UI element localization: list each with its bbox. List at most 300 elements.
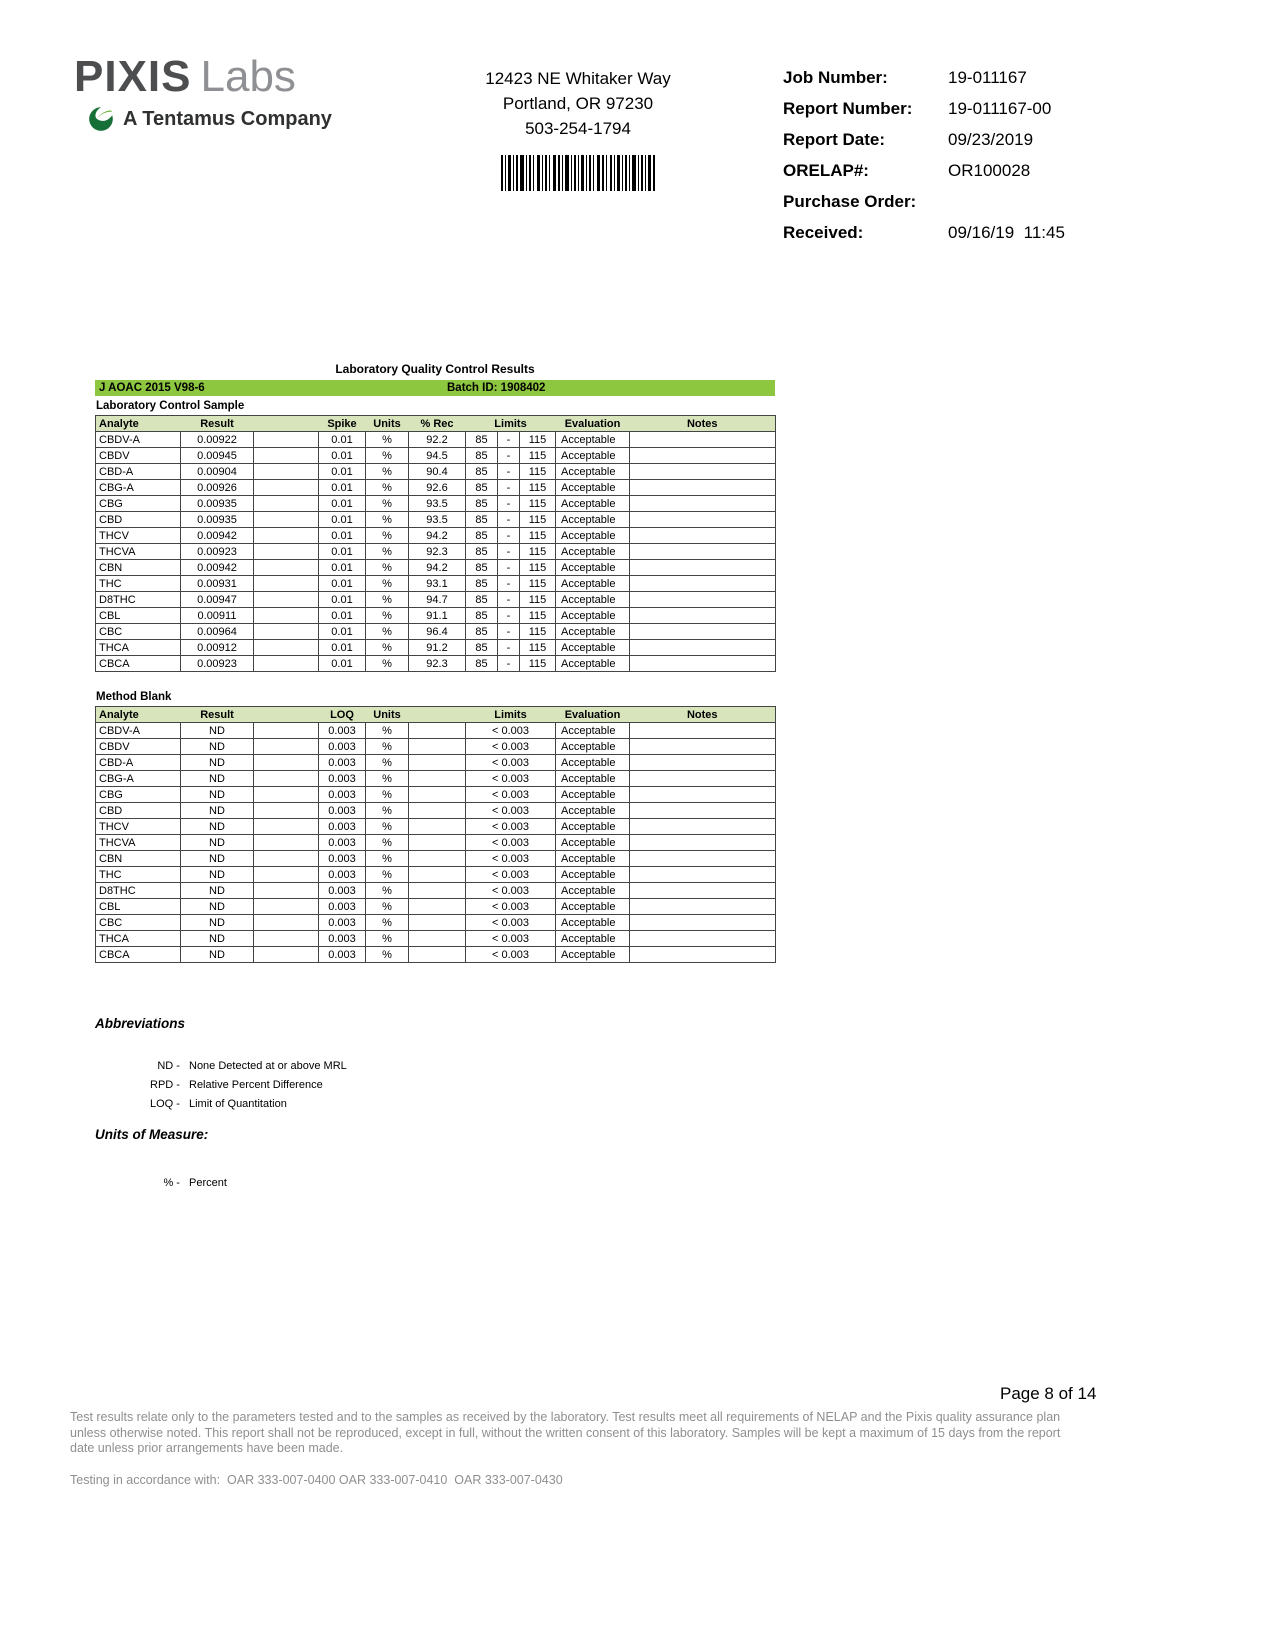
table-cell (409, 723, 466, 739)
table-cell: 0.01 (319, 592, 366, 608)
table-cell: THCV (96, 819, 181, 835)
table-cell: CBD-A (96, 755, 181, 771)
table-cell: 85 (466, 512, 498, 528)
logo-labs-text: Labs (200, 52, 296, 101)
table-cell: 0.00931 (181, 576, 254, 592)
table-cell: Acceptable (556, 947, 630, 963)
received-value: 09/16/19 11:45 (948, 223, 1065, 242)
report-date-value: 09/23/2019 (948, 130, 1034, 149)
table-cell: % (366, 480, 409, 496)
table-cell (630, 851, 776, 867)
col-blank (254, 707, 319, 723)
table-cell (254, 512, 319, 528)
table-cell (409, 755, 466, 771)
col-limits: Limits (466, 707, 556, 723)
table-cell (630, 899, 776, 915)
table-cell (254, 480, 319, 496)
table-cell: 0.00923 (181, 656, 254, 672)
abbreviation-desc: Limit of Quantitation (189, 1098, 287, 1110)
table-cell: 115 (520, 528, 556, 544)
table-cell: THCA (96, 931, 181, 947)
table-cell: - (498, 544, 520, 560)
table-cell: < 0.003 (466, 851, 556, 867)
job-number-label: Job Number: (783, 68, 888, 87)
table-row (96, 771, 776, 787)
table-cell (254, 739, 319, 755)
table-cell: 85 (466, 496, 498, 512)
table-cell: 92.2 (409, 432, 466, 448)
table-cell: 0.003 (319, 723, 366, 739)
unit-item (95, 1174, 227, 1193)
table-cell: Acceptable (556, 803, 630, 819)
table-cell: 91.2 (409, 640, 466, 656)
table-cell (254, 608, 319, 624)
table-cell: ND (181, 771, 254, 787)
table-cell: Acceptable (556, 787, 630, 803)
table-cell: Acceptable (556, 867, 630, 883)
table-cell: CBG-A (96, 480, 181, 496)
table-cell: CBN (96, 560, 181, 576)
table-cell: Acceptable (556, 899, 630, 915)
table-cell: 85 (466, 432, 498, 448)
units-of-measure-block (95, 1127, 227, 1193)
table-cell: 0.003 (319, 787, 366, 803)
col-notes: Notes (630, 707, 776, 723)
table-cell: < 0.003 (466, 739, 556, 755)
table-cell: 0.00942 (181, 560, 254, 576)
table-row (96, 883, 776, 899)
orelap-label: ORELAP#: (783, 161, 869, 180)
table-cell: CBG-A (96, 771, 181, 787)
table-row (96, 512, 776, 528)
table-cell (254, 931, 319, 947)
unit-key: % - (163, 1177, 183, 1189)
table-cell: 0.00945 (181, 448, 254, 464)
col-blank (254, 416, 319, 432)
table-cell: 0.01 (319, 560, 366, 576)
table-cell: 115 (520, 512, 556, 528)
table-cell (254, 899, 319, 915)
lab-address-block (418, 66, 738, 198)
logo-tagline-row (88, 106, 332, 132)
table-row (96, 947, 776, 963)
table-cell (630, 528, 776, 544)
col-units: Units (366, 707, 409, 723)
table-cell: % (366, 608, 409, 624)
table-cell (254, 915, 319, 931)
table-cell: 0.01 (319, 496, 366, 512)
table-cell: ND (181, 803, 254, 819)
table-row (96, 755, 776, 771)
table-cell: 115 (520, 624, 556, 640)
table-cell: ND (181, 835, 254, 851)
table-cell: Acceptable (556, 739, 630, 755)
table-cell: % (366, 496, 409, 512)
table-cell (409, 915, 466, 931)
units-list (95, 1174, 227, 1193)
table-cell (630, 739, 776, 755)
table-cell (630, 947, 776, 963)
meta-row-received (783, 217, 1065, 248)
table-cell: < 0.003 (466, 947, 556, 963)
meta-row-orelap (783, 155, 1065, 186)
table-cell: 93.5 (409, 496, 466, 512)
table-cell: 0.00904 (181, 464, 254, 480)
table-cell: Acceptable (556, 432, 630, 448)
table-cell: 0.003 (319, 883, 366, 899)
table-cell: < 0.003 (466, 771, 556, 787)
table-cell: < 0.003 (466, 723, 556, 739)
table-cell: % (366, 819, 409, 835)
table-cell: % (366, 592, 409, 608)
barcode (501, 155, 656, 198)
table-cell (409, 819, 466, 835)
table-cell: ND (181, 787, 254, 803)
col-evaluation: Evaluation (556, 707, 630, 723)
table-cell: % (366, 883, 409, 899)
table-cell: 0.00911 (181, 608, 254, 624)
table-cell: 85 (466, 592, 498, 608)
col-loq: LOQ (319, 707, 366, 723)
table-row (96, 835, 776, 851)
table-cell: 91.1 (409, 608, 466, 624)
table-cell (254, 592, 319, 608)
table-cell: 85 (466, 624, 498, 640)
col-rec: % Rec (409, 416, 466, 432)
table-cell (254, 432, 319, 448)
table-cell: % (366, 656, 409, 672)
table-cell (630, 803, 776, 819)
table-cell: < 0.003 (466, 915, 556, 931)
table-cell: Acceptable (556, 771, 630, 787)
table-cell: 94.5 (409, 448, 466, 464)
table-cell (409, 835, 466, 851)
table-cell: ND (181, 723, 254, 739)
table-cell: Acceptable (556, 624, 630, 640)
table-cell: Acceptable (556, 931, 630, 947)
table-cell: 115 (520, 656, 556, 672)
table-cell: % (366, 899, 409, 915)
table-cell (254, 576, 319, 592)
page-number: Page 8 of 14 (1000, 1384, 1097, 1403)
table-cell: 85 (466, 448, 498, 464)
table-cell (630, 771, 776, 787)
table-row (96, 803, 776, 819)
col-analyte: Analyte (96, 416, 181, 432)
table-cell: 0.01 (319, 448, 366, 464)
table-cell: THC (96, 576, 181, 592)
report-number-value: 19-011167-00 (948, 99, 1052, 118)
table-cell: CBL (96, 899, 181, 915)
table-cell: 0.00922 (181, 432, 254, 448)
table-cell: % (366, 432, 409, 448)
table-cell: 94.2 (409, 528, 466, 544)
table-cell: 0.003 (319, 867, 366, 883)
table-cell: THCVA (96, 835, 181, 851)
table-cell: Acceptable (556, 576, 630, 592)
table-row (96, 787, 776, 803)
table-cell: < 0.003 (466, 787, 556, 803)
table-cell: Acceptable (556, 723, 630, 739)
table-cell (630, 931, 776, 947)
table-cell: % (366, 931, 409, 947)
table-cell: % (366, 739, 409, 755)
table-cell (630, 867, 776, 883)
table-cell: 0.01 (319, 608, 366, 624)
table-cell (630, 624, 776, 640)
table-cell: 85 (466, 528, 498, 544)
table-cell: CBC (96, 624, 181, 640)
table-cell: 0.003 (319, 947, 366, 963)
lcs-header-row (96, 416, 776, 432)
table-cell: 0.003 (319, 755, 366, 771)
table-cell: CBD-A (96, 464, 181, 480)
table-cell: ND (181, 899, 254, 915)
table-cell: 0.01 (319, 480, 366, 496)
table-cell: 0.01 (319, 464, 366, 480)
table-cell (409, 931, 466, 947)
unit-desc: Percent (189, 1177, 227, 1189)
table-cell: < 0.003 (466, 899, 556, 915)
table-cell: % (366, 723, 409, 739)
table-cell (409, 947, 466, 963)
table-cell (630, 755, 776, 771)
table-cell (630, 544, 776, 560)
table-cell: ND (181, 867, 254, 883)
table-cell: % (366, 528, 409, 544)
table-cell (254, 851, 319, 867)
table-cell: Acceptable (556, 464, 630, 480)
table-cell: 115 (520, 480, 556, 496)
purchase-order-label: Purchase Order: (783, 192, 917, 211)
table-cell: 0.00964 (181, 624, 254, 640)
table-row (96, 931, 776, 947)
table-cell: - (498, 528, 520, 544)
received-label: Received: (783, 223, 864, 242)
batch-id: Batch ID: 1908402 (447, 382, 546, 394)
orelap-value: OR100028 (948, 161, 1031, 180)
table-row (96, 432, 776, 448)
lab-phone: 503-254-1794 (525, 119, 631, 138)
abbreviations-list (95, 1057, 347, 1114)
table-cell: ND (181, 947, 254, 963)
table-cell: CBC (96, 915, 181, 931)
table-cell: 85 (466, 656, 498, 672)
table-cell: 0.01 (319, 640, 366, 656)
table-cell: 85 (466, 640, 498, 656)
tentamus-leaf-icon (88, 106, 114, 132)
table-cell: < 0.003 (466, 931, 556, 947)
table-row (96, 496, 776, 512)
table-cell: % (366, 915, 409, 931)
meta-row-report-number (783, 93, 1065, 124)
table-cell: % (366, 544, 409, 560)
table-cell: CBDV-A (96, 723, 181, 739)
table-cell (409, 803, 466, 819)
table-row (96, 851, 776, 867)
table-cell (254, 755, 319, 771)
table-row (96, 867, 776, 883)
table-cell: 94.7 (409, 592, 466, 608)
table-cell: % (366, 835, 409, 851)
col-units: Units (366, 416, 409, 432)
table-cell: 115 (520, 544, 556, 560)
table-cell: 115 (520, 464, 556, 480)
table-row (96, 640, 776, 656)
table-cell (254, 544, 319, 560)
table-cell: 85 (466, 608, 498, 624)
table-cell: CBCA (96, 656, 181, 672)
col-evaluation: Evaluation (556, 416, 630, 432)
table-cell: 94.2 (409, 560, 466, 576)
table-cell: ND (181, 883, 254, 899)
table-row (96, 656, 776, 672)
table-cell: 115 (520, 608, 556, 624)
table-cell: CBCA (96, 947, 181, 963)
table-cell: 115 (520, 560, 556, 576)
disclaimer-text: Test results relate only to the parameters tested and to the samples as received by the laboratory. Test results meet all requirements of NELAP and the Pixis quality assurance plan unless otherwise noted. This report shall not be reproduced, except in full, without the written consent of this laboratory. Samples will be kept a maximum of 15 days from the report date unless prior arrangements have been made. (70, 1410, 1061, 1455)
table-cell (409, 867, 466, 883)
abbreviations-title: Abbreviations (95, 1016, 186, 1031)
table-cell: CBDV (96, 448, 181, 464)
table-cell: 85 (466, 464, 498, 480)
table-cell: - (498, 448, 520, 464)
table-cell: Acceptable (556, 560, 630, 576)
table-cell (254, 803, 319, 819)
table-cell: < 0.003 (466, 819, 556, 835)
table-cell (254, 448, 319, 464)
table-cell: % (366, 867, 409, 883)
table-row (96, 723, 776, 739)
abbreviation-desc: Relative Percent Difference (189, 1079, 323, 1091)
table-cell: Acceptable (556, 528, 630, 544)
table-cell: % (366, 851, 409, 867)
table-cell: Acceptable (556, 496, 630, 512)
table-cell (630, 787, 776, 803)
table-cell (254, 560, 319, 576)
table-cell: Acceptable (556, 640, 630, 656)
table-row (96, 608, 776, 624)
table-cell: 93.1 (409, 576, 466, 592)
lcs-table (95, 415, 776, 672)
table-cell (630, 883, 776, 899)
table-cell: Acceptable (556, 819, 630, 835)
table-cell (254, 835, 319, 851)
table-row (96, 560, 776, 576)
table-cell: 0.003 (319, 835, 366, 851)
table-cell: ND (181, 851, 254, 867)
meta-row-report-date (783, 124, 1065, 155)
table-row (96, 592, 776, 608)
table-cell: 0.00912 (181, 640, 254, 656)
table-cell (409, 899, 466, 915)
table-cell (630, 464, 776, 480)
table-cell (630, 448, 776, 464)
report-meta-block (783, 62, 1065, 248)
col-blank-rec (409, 707, 466, 723)
table-cell: CBD (96, 512, 181, 528)
table-cell: CBDV (96, 739, 181, 755)
table-cell: % (366, 755, 409, 771)
table-cell: 0.00926 (181, 480, 254, 496)
table-cell (254, 723, 319, 739)
table-cell: - (498, 640, 520, 656)
table-cell: < 0.003 (466, 803, 556, 819)
table-cell: Acceptable (556, 835, 630, 851)
table-cell: CBD (96, 803, 181, 819)
method-name: J AOAC 2015 V98-6 (99, 382, 205, 394)
table-row (96, 819, 776, 835)
table-cell (409, 851, 466, 867)
units-title: Units of Measure: (95, 1127, 209, 1142)
col-result: Result (181, 416, 254, 432)
table-cell: 0.003 (319, 819, 366, 835)
qc-section-title: Laboratory Quality Control Results (335, 362, 535, 376)
table-cell: < 0.003 (466, 867, 556, 883)
table-cell: THC (96, 867, 181, 883)
table-cell (630, 512, 776, 528)
table-cell: - (498, 512, 520, 528)
table-cell: % (366, 640, 409, 656)
col-limits: Limits (466, 416, 556, 432)
table-cell (254, 624, 319, 640)
table-cell: - (498, 576, 520, 592)
table-cell: 0.00923 (181, 544, 254, 560)
table-cell: 85 (466, 544, 498, 560)
table-cell: 85 (466, 576, 498, 592)
table-cell: ND (181, 755, 254, 771)
table-cell: 0.01 (319, 624, 366, 640)
table-cell (630, 608, 776, 624)
logo-wordmark (74, 54, 332, 100)
table-cell (254, 819, 319, 835)
table-cell: Acceptable (556, 608, 630, 624)
table-cell: 0.01 (319, 576, 366, 592)
table-cell: ND (181, 739, 254, 755)
table-row (96, 448, 776, 464)
table-cell: 0.01 (319, 512, 366, 528)
table-cell: ND (181, 931, 254, 947)
meta-row-job-number (783, 62, 1065, 93)
table-cell (630, 480, 776, 496)
table-cell: 115 (520, 576, 556, 592)
table-cell: % (366, 576, 409, 592)
table-cell (630, 576, 776, 592)
table-cell (254, 640, 319, 656)
col-analyte: Analyte (96, 707, 181, 723)
table-cell: D8THC (96, 592, 181, 608)
table-cell: Acceptable (556, 755, 630, 771)
table-cell: 0.003 (319, 851, 366, 867)
table-cell: % (366, 448, 409, 464)
table-row (96, 544, 776, 560)
logo-pixis-text: PIXIS (74, 52, 192, 101)
qc-results-section (95, 362, 775, 963)
table-cell: 93.5 (409, 512, 466, 528)
table-cell: ND (181, 819, 254, 835)
table-cell: % (366, 624, 409, 640)
logo-tagline: A Tentamus Company (123, 107, 332, 130)
mb-header-row (96, 707, 776, 723)
table-cell (630, 640, 776, 656)
table-cell: - (498, 592, 520, 608)
table-cell: 115 (520, 496, 556, 512)
table-cell: 0.003 (319, 915, 366, 931)
table-cell: - (498, 608, 520, 624)
table-cell: 96.4 (409, 624, 466, 640)
table-cell: 0.003 (319, 739, 366, 755)
table-cell: Acceptable (556, 512, 630, 528)
